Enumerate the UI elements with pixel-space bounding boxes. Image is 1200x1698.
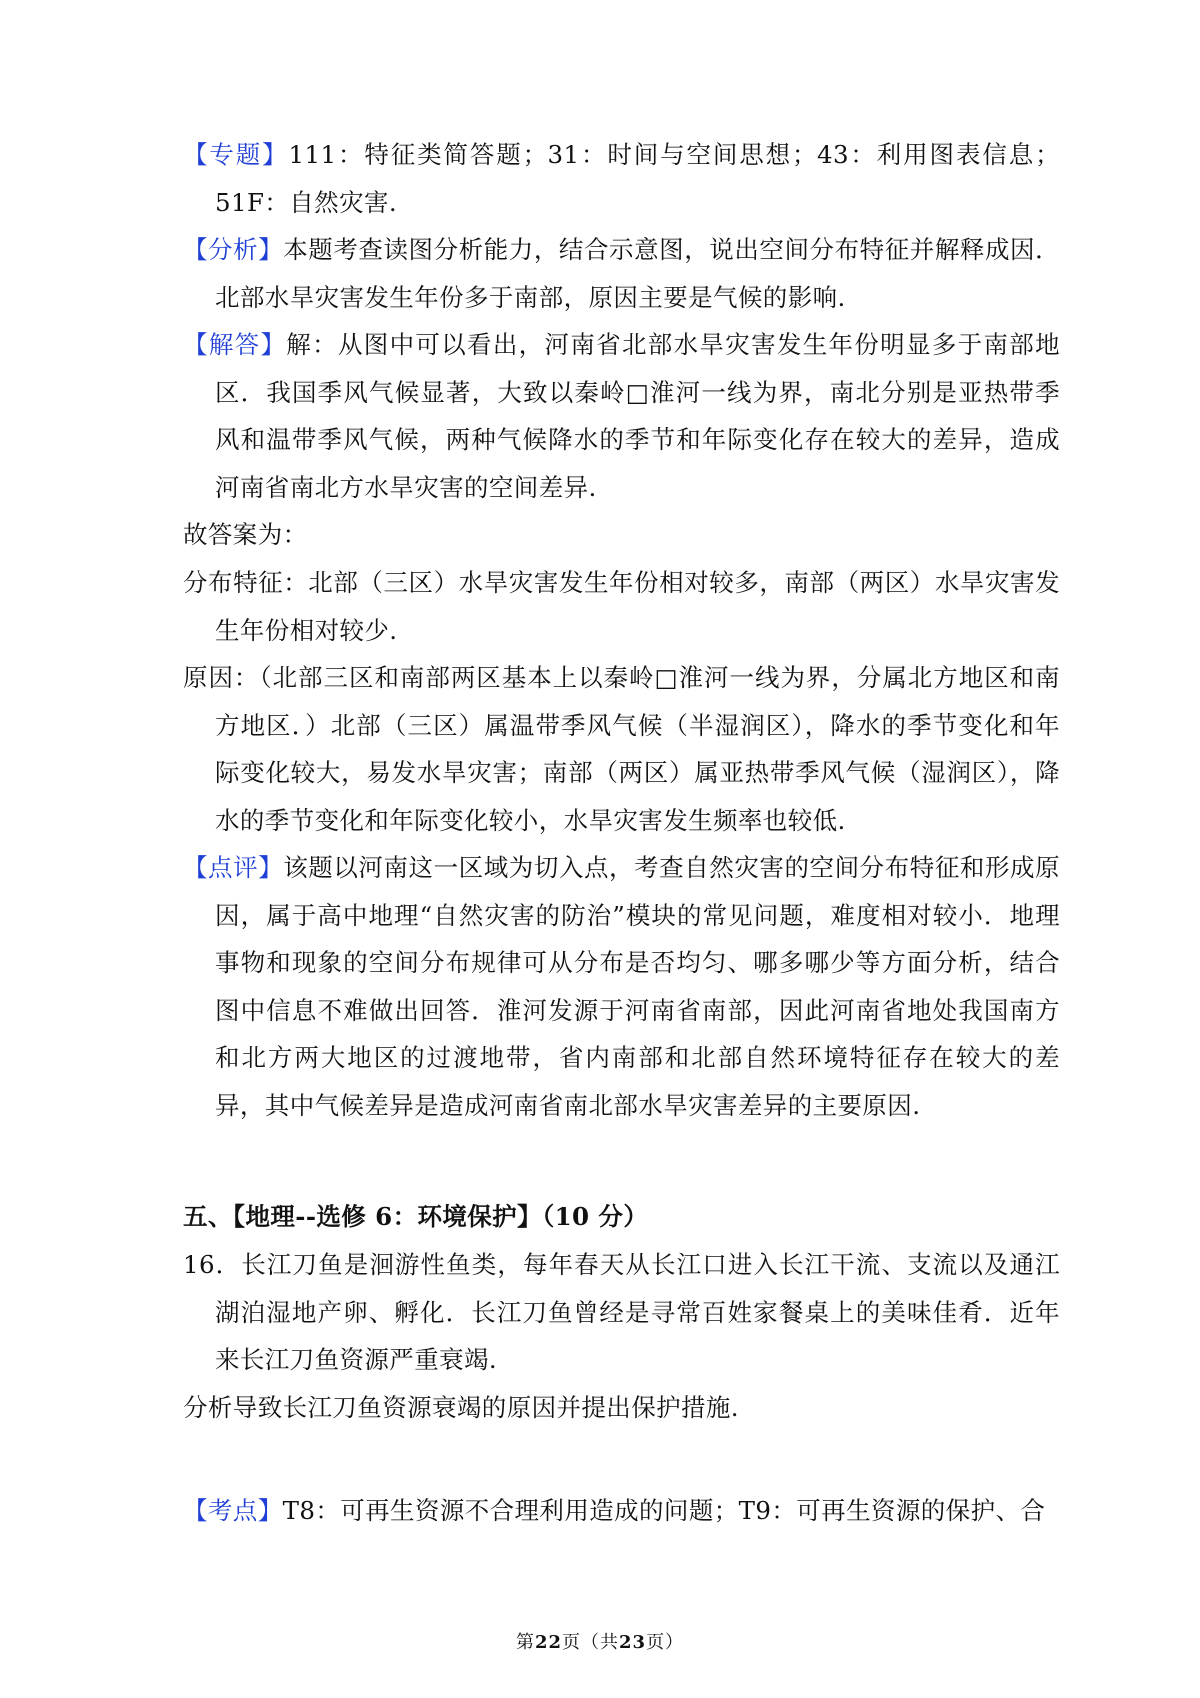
comment-paragraph — [183, 844, 1060, 1129]
answer-reason: 原因：（北部三区和南部两区基本上以秦岭□淮河一线为界，分属北方地区和南方地区．）北部（三区）属温带季风气候（半湿润区），降水的季节变化和年际变化较大，易发水旱灾害；南部（两区）属亚热带季风气候（湿润区），降水的季节变化和年际变化较小，水旱灾害发生频率也较低. — [183, 663, 1060, 835]
footer-suffix: 页） — [646, 1632, 685, 1653]
keypoint-paragraph — [183, 1487, 1060, 1535]
comment-tag: 【点评】 — [183, 853, 284, 882]
answer-distribution: 分布特征：北部（三区）水旱灾害发生年份相对较多，南部（两区）水旱灾害发生年份相对较少. — [183, 568, 1060, 645]
section-heading: 五、【地理--选修 6：环境保护】（10 分） — [183, 1202, 649, 1231]
topic-tag: 【专题】 — [183, 140, 289, 169]
keypoint-tag: 【考点】 — [183, 1496, 283, 1525]
topic-paragraph — [183, 131, 1060, 226]
footer-prefix: 第 — [515, 1632, 535, 1653]
solution-paragraph — [183, 321, 1060, 511]
answer-intro: 故答案为： — [183, 520, 308, 549]
analysis-paragraph — [183, 226, 1060, 321]
analysis-text: 本题考查读图分析能力，结合示意图，说出空间分布特征并解释成因．北部水旱灾害发生年份多于南部，原因主要是气候的影响. — [215, 235, 1060, 312]
footer-total-pages: 23 — [619, 1632, 647, 1653]
footer-page-number: 22 — [534, 1632, 562, 1653]
topic-text: 111：特征类简答题；31：时间与空间思想；43：利用图表信息；51F：自然灾害. — [215, 140, 1060, 217]
question-16-prompt: 分析导致长江刀鱼资源衰竭的原因并提出保护措施. — [183, 1393, 739, 1422]
footer-middle: 页（共 — [562, 1632, 619, 1653]
page-footer — [0, 1628, 1200, 1654]
keypoint-text: T8：可再生资源不合理利用造成的问题；T9：可再生资源的保护、合 — [282, 1496, 1046, 1525]
comment-text: 该题以河南这一区域为切入点，考查自然灾害的空间分布特征和形成原因，属于高中地理“自然灾害的防治”模块的常见问题，难度相对较小．地理事物和现象的空间分布规律可从分布是否均匀、哪多哪少等方面分析，结合图中信息不难做出回答．淮河发源于河南省南部，因此河南省地处我国南方和北方两大地区的过渡地带，省内南部和北部自然环境特征存在较大的差异，其中气候差异是造成河南省南北部水旱灾害差异的主要原因. — [215, 853, 1060, 1120]
solution-text: 解：从图中可以看出，河南省北部水旱灾害发生年份明显多于南部地区．我国季风气候显著，大致以秦岭□淮河一线为界，南北分别是亚热带季风和温带季风气候，两种气候降水的季节和年际变化存在较大的差异，造成河南省南北方水旱灾害的空间差异. — [215, 330, 1061, 502]
question-16: 16．长江刀鱼是洄游性鱼类，每年春天从长江口进入长江干流、支流以及通江湖泊湿地产卵、孵化．长江刀鱼曾经是寻常百姓家餐桌上的美味佳肴．近年来长江刀鱼资源严重衰竭. — [183, 1250, 1060, 1374]
analysis-tag: 【分析】 — [183, 235, 284, 264]
solution-tag: 【解答】 — [183, 330, 287, 359]
